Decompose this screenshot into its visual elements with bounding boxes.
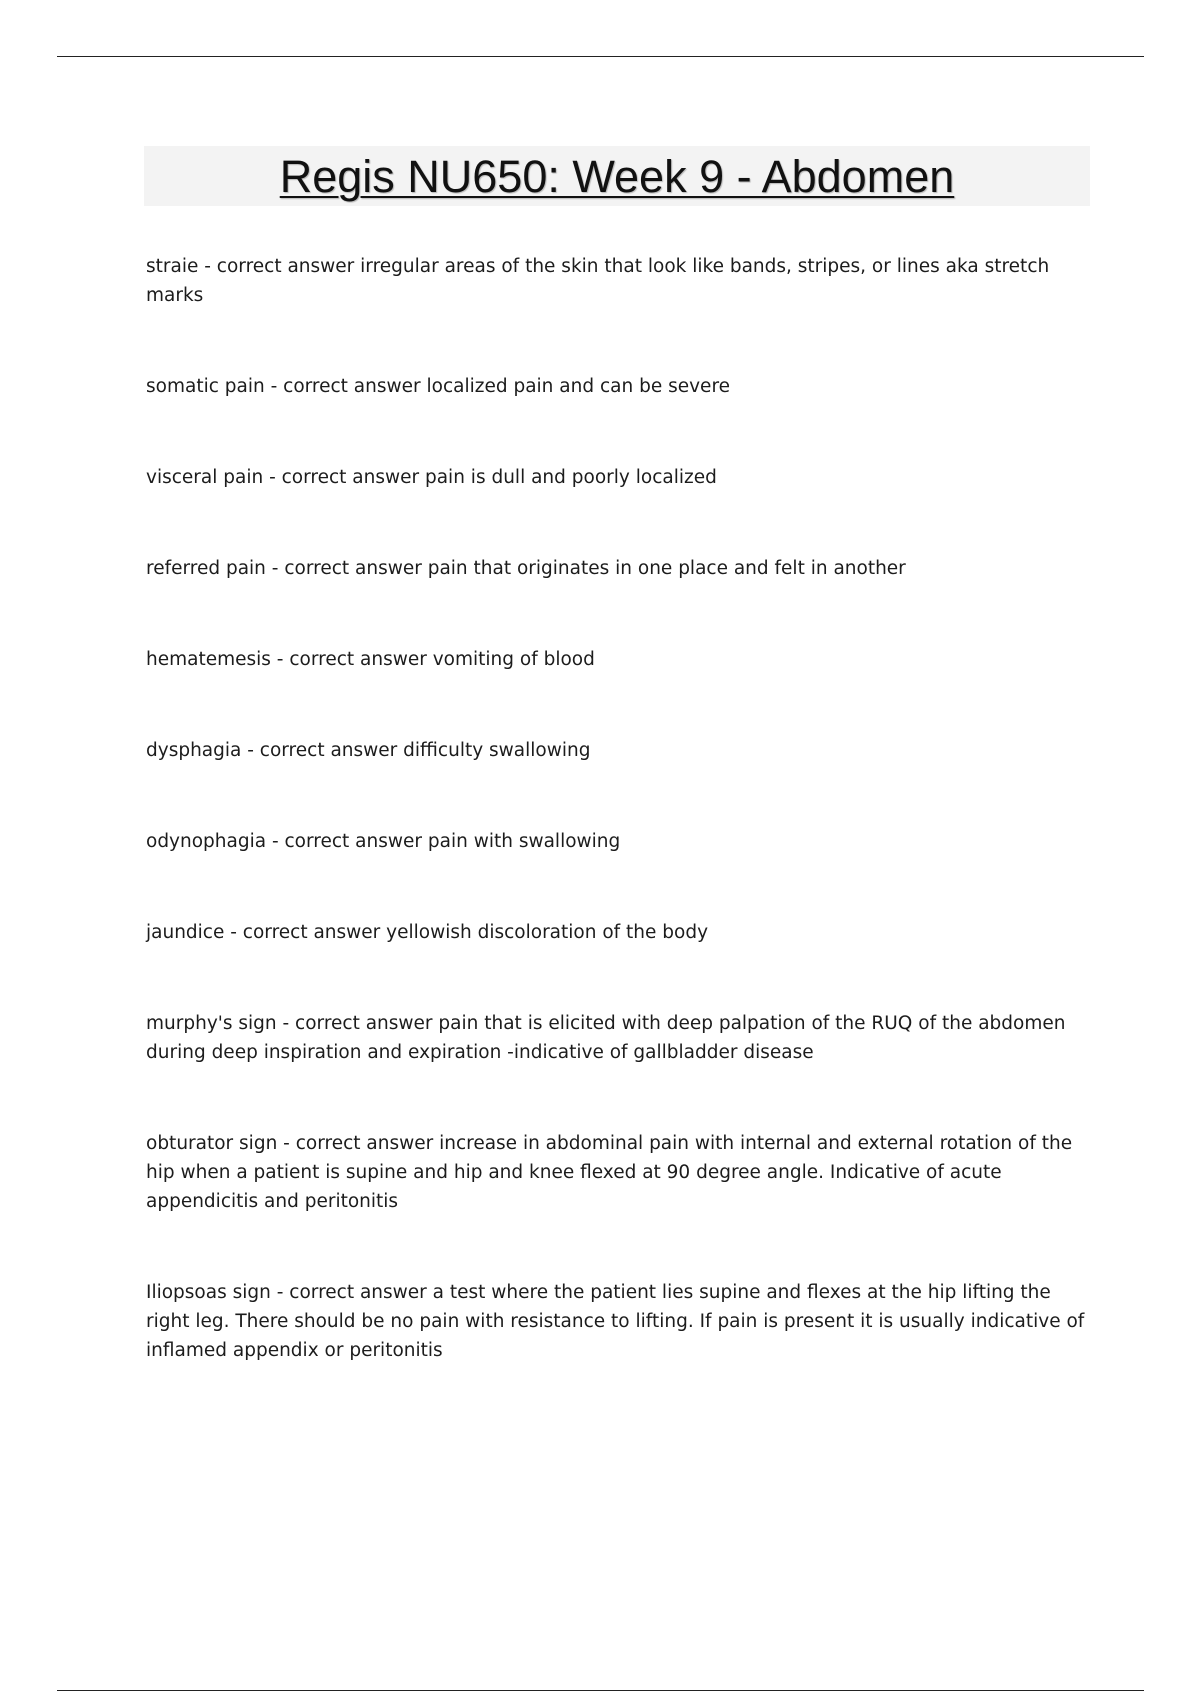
flashcard-entry: hematemesis - correct answer vomiting of blood bbox=[146, 649, 595, 670]
flashcard-entry: somatic pain - correct answer localized pain and can be severe bbox=[146, 376, 731, 397]
document-title: Regis NU650: Week 9 - Abdomen bbox=[279, 150, 955, 202]
flashcard-entry: dysphagia - correct answer difficulty swallowing bbox=[146, 740, 591, 761]
flashcard-entry: referred pain - correct answer pain that originates in one place and felt in another bbox=[146, 558, 906, 579]
flashcard-entry: straie - correct answer irregular areas of the skin that look like bands, stripes, or lines aka stretch marks bbox=[146, 256, 1050, 306]
header-rule bbox=[57, 56, 1144, 57]
title-banner bbox=[144, 146, 1090, 206]
flashcard-entry: jaundice - correct answer yellowish discoloration of the body bbox=[146, 922, 709, 943]
flashcard-entry: obturator sign - correct answer increase in abdominal pain with internal and external rotation of the hip when a patient is supine and hip and knee flexed at 90 degree angle. Indicative of acute appendicitis and peritonitis bbox=[146, 1133, 1073, 1212]
flashcard-list bbox=[146, 252, 1091, 1427]
flashcard-entry: Iliopsoas sign - correct answer a test where the patient lies supine and flexes at the hip lifting the right leg. There should be no pain with resistance to lifting. If pain is present it is usually indicative of inflamed appendix or peritonitis bbox=[146, 1282, 1085, 1361]
flashcard-entry: odynophagia - correct answer pain with swallowing bbox=[146, 831, 621, 852]
flashcard-entry: murphy's sign - correct answer pain that is elicited with deep palpation of the RUQ of the abdomen during deep inspiration and expiration -indicative of gallbladder disease bbox=[146, 1013, 1066, 1063]
flashcard-entry: visceral pain - correct answer pain is dull and poorly localized bbox=[146, 467, 717, 488]
footer-rule bbox=[57, 1690, 1144, 1691]
